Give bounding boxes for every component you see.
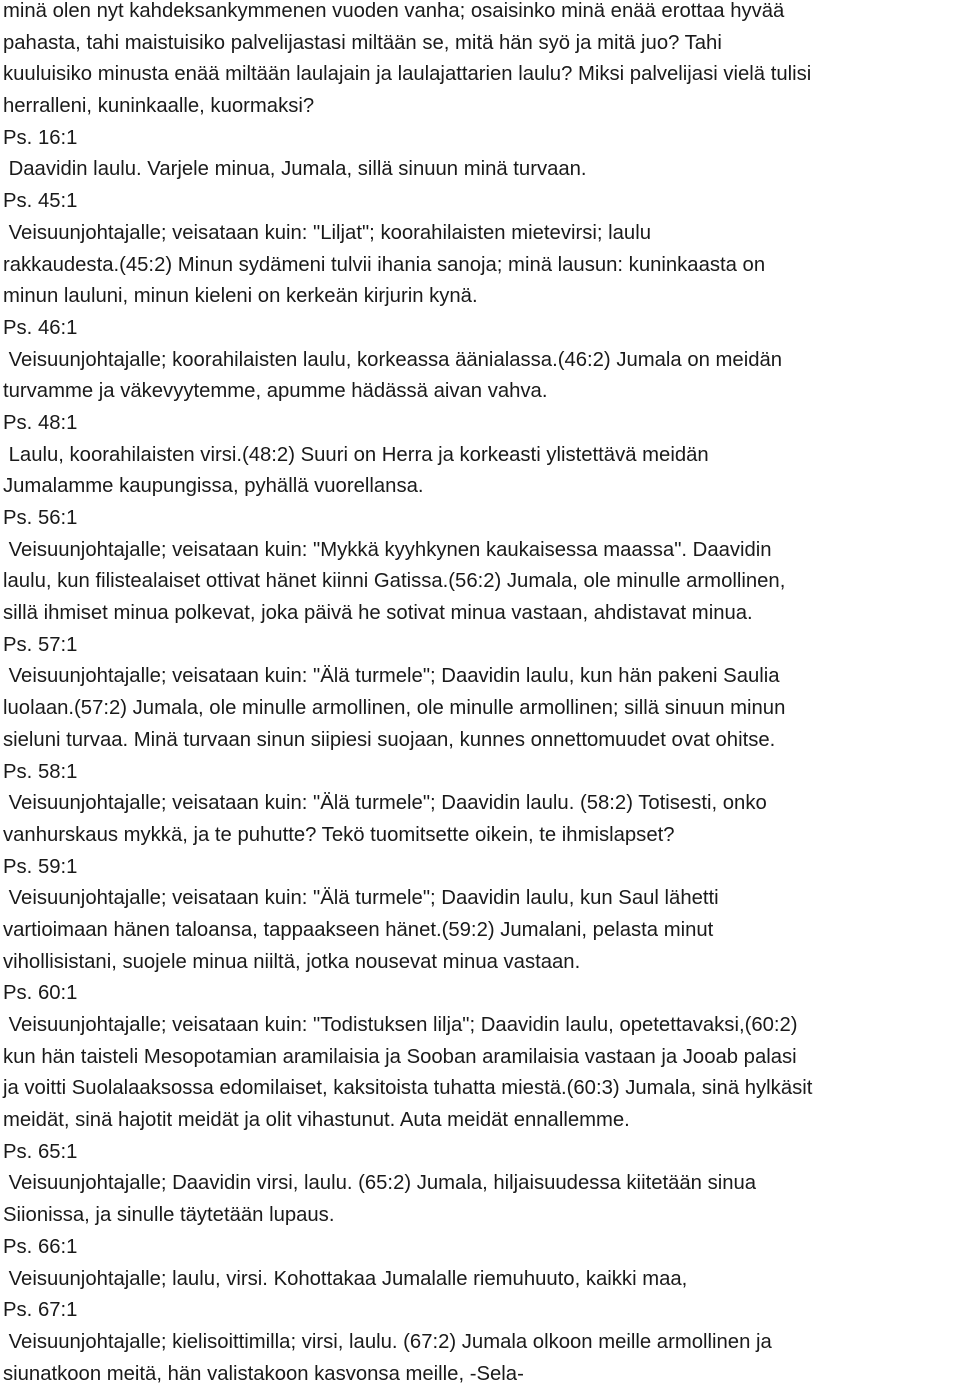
text-line: laulu, kun filistealaiset ottivat hänet kiinni Gatissa.(56:2) Jumala, ole minulle armollinen, (3, 570, 786, 593)
text-line: meidät, sinä hajotit meidät ja olit vihastunut. Auta meidät ennallemme. (3, 1109, 630, 1132)
document-body (3, 0, 958, 1390)
psalm-heading: Ps. 59:1 (3, 855, 78, 878)
text-line: Daavidin laulu. Varjele minua, Jumala, sillä sinuun minä turvaan. (3, 158, 587, 181)
psalm-heading: Ps. 48:1 (3, 411, 78, 434)
text-line: Veisuunjohtajalle; koorahilaisten laulu, korkeassa äänialassa.(46:2) Jumala on meidän (3, 348, 783, 371)
text-line: minä olen nyt kahdeksankymmenen vuoden vanha; osaisinko minä enää erottaa hyvää (3, 0, 785, 22)
psalm-heading: Ps. 65:1 (3, 1140, 78, 1163)
text-line: vihollisistani, suojele minua niiltä, jotka nousevat minua vastaan. (3, 950, 581, 973)
text-line: Veisuunjohtajalle; kielisoittimilla; virsi, laulu. (67:2) Jumala olkoon meille armollinen ja (3, 1330, 772, 1353)
text-line: luolaan.(57:2) Jumala, ole minulle armollinen, ole minulle armollinen; sillä sinuun minun (3, 697, 786, 720)
text-line: ja voitti Suolalaaksossa edomilaiset, kaksitoista tuhatta miestä.(60:3) Jumala, sinä hylkäsit (3, 1077, 813, 1100)
text-line: kuuluisiko minusta enää miltään laulajain ja laulajattarien laulu? Miksi palvelijasi vielä tulisi (3, 63, 812, 86)
text-line: rakkaudesta.(45:2) Minun sydämeni tulvii ihania sanoja; minä lausun: kuninkaasta on (3, 253, 766, 276)
psalm-heading: Ps. 58:1 (3, 760, 78, 783)
text-line: Veisuunjohtajalle; veisataan kuin: "Älä turmele"; Daavidin laulu. (58:2) Totisesti, onko (3, 792, 767, 815)
psalm-heading: Ps. 60:1 (3, 982, 78, 1005)
text-line: Siionissa, ja sinulle täytetään lupaus. (3, 1204, 335, 1227)
text-line: Veisuunjohtajalle; veisataan kuin: "Älä turmele"; Daavidin laulu, kun Saul lähetti (3, 887, 719, 910)
psalm-heading: Ps. 67:1 (3, 1299, 78, 1322)
text-line: Laulu, koorahilaisten virsi.(48:2) Suuri on Herra ja korkeasti ylistettävä meidän (3, 443, 709, 466)
text-line: Veisuunjohtajalle; veisataan kuin: "Mykkä kyyhkynen kaukaisessa maassa". Daavidin (3, 538, 772, 561)
text-line: minun lauluni, minun kieleni on kerkeän kirjurin kynä. (3, 285, 478, 308)
text-line: Veisuunjohtajalle; veisataan kuin: "Todistuksen lilja"; Daavidin laulu, opetettavaksi,(60:2) (3, 1014, 798, 1036)
psalm-heading: Ps. 66:1 (3, 1235, 78, 1258)
text-line: vartioimaan hänen taloansa, tappaakseen hänet.(59:2) Jumalani, pelasta minut (3, 918, 714, 941)
text-line: sieluni turvaa. Minä turvaan sinun siipiesi suojaan, kunnes onnettomuudet ovat ohitse. (3, 728, 776, 751)
psalm-heading: Ps. 56:1 (3, 507, 78, 529)
psalm-heading: Ps. 46:1 (3, 316, 78, 339)
text-line: kun hän taisteli Mesopotamian aramilaisia ja Sooban aramilaisia vastaan ja Jooab palasi (3, 1045, 797, 1068)
text-line: sillä ihmiset minua polkevat, joka päivä he sotivat minua vastaan, ahdistavat minua. (3, 602, 753, 625)
text-line: herralleni, kuninkaalle, kuormaksi? (3, 95, 315, 118)
psalm-heading: Ps. 16:1 (3, 126, 78, 149)
psalm-heading: Ps. 45:1 (3, 190, 78, 213)
text-line: Jumalamme kaupungissa, pyhällä vuorellansa. (3, 475, 424, 498)
text-line: turvamme ja väkevyytemme, apumme hädässä aivan vahva. (3, 380, 548, 403)
psalm-heading: Ps. 57:1 (3, 633, 78, 656)
text-line: vanhurskaus mykkä, ja te puhutte? Tekö tuomitsette oikein, te ihmislapset? (3, 823, 675, 846)
text-line: pahasta, tahi maistuisiko palvelijastasi miltään se, mitä hän syö ja mitä juo? Tahi (3, 31, 722, 54)
text-line: Veisuunjohtajalle; veisataan kuin: "Liljat"; koorahilaisten mietevirsi; laulu (3, 221, 651, 244)
text-line: Veisuunjohtajalle; laulu, virsi. Kohottakaa Jumalalle riemuhuuto, kaikki maa, (3, 1267, 688, 1290)
text-line: Veisuunjohtajalle; veisataan kuin: "Älä turmele"; Daavidin laulu, kun hän pakeni Saulia (3, 665, 780, 688)
text-line: Veisuunjohtajalle; Daavidin virsi, laulu. (65:2) Jumala, hiljaisuudessa kiitetään sinua (3, 1172, 757, 1195)
text-line: siunatkoon meitä, hän valistakoon kasvonsa meille, -Sela- (3, 1362, 524, 1385)
